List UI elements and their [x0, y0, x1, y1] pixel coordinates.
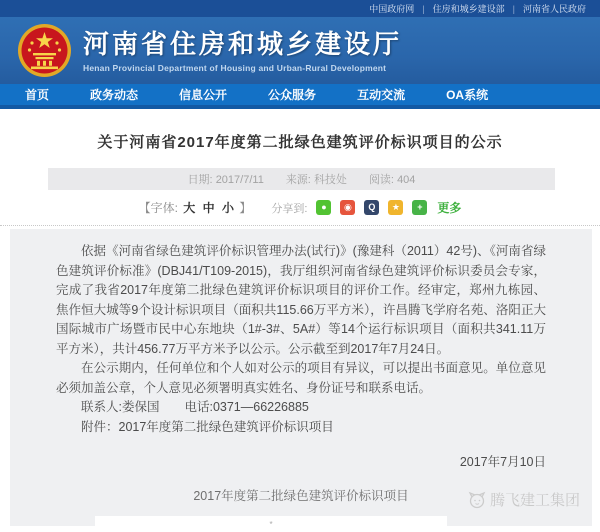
site-title: 河南省住房和城乡建设厅 [83, 28, 403, 59]
nav-item-oa-system[interactable]: OA系统 [446, 88, 489, 102]
link-henan-gov[interactable]: 河南省人民政府 [522, 4, 586, 14]
watermark [466, 489, 580, 510]
nav-item-info-disclosure[interactable]: 信息公开 [179, 88, 228, 102]
weibo-share-icon[interactable]: ◉ [340, 200, 355, 215]
attachment-preview-mark: * [269, 520, 273, 529]
dotted-separator [0, 225, 600, 226]
cat-logo-icon [466, 491, 486, 509]
article-toolbar [0, 199, 600, 216]
article-title: 关于河南省2017年度第二批绿色建筑评价标识项目的公示 [97, 134, 503, 151]
font-size-suffix: 】 [239, 201, 252, 215]
more-plus-share-icon[interactable]: + [412, 200, 427, 215]
link-separator: | [512, 3, 515, 14]
contact-line: 联系人:娄保国 电话:0371—66226885 [81, 400, 309, 414]
sign-date: 2017年7月10日 [459, 455, 546, 469]
link-separator: | [422, 3, 425, 14]
article-body [10, 229, 592, 529]
site-header [0, 17, 600, 84]
top-link-bar [0, 0, 600, 17]
nav-item-home[interactable]: 首页 [25, 88, 50, 102]
main-nav [0, 84, 600, 109]
nav-item-public-service[interactable]: 公众服务 [268, 88, 317, 102]
link-china-gov[interactable]: 中国政府网 [369, 4, 415, 14]
meta-views: 阅读: 404 [368, 174, 416, 186]
qzone-share-icon[interactable]: ★ [388, 200, 403, 215]
nav-item-gov-news[interactable]: 政务动态 [90, 88, 139, 102]
font-size-medium-button[interactable]: 中 [202, 201, 215, 215]
article-paragraph-2: 在公示期内，任何单位和个人如对公示的项目有异议，可以提出书面意见。单位意见必须加盖公章，个人意见必须署明真实姓名、身份证号和联系电话。 [56, 361, 546, 395]
meta-date: 日期: 2017/7/11 [187, 174, 264, 186]
meta-source: 来源: 科技处 [285, 174, 347, 186]
qq-share-icon[interactable]: Q [364, 200, 379, 215]
attachment-line: 附件：2017年度第二批绿色建筑评价标识项目 [81, 419, 334, 434]
font-size-controls [139, 199, 252, 216]
font-size-prefix: 【字体: [138, 201, 178, 215]
wechat-share-icon[interactable]: ● [316, 200, 331, 215]
font-size-large-button[interactable]: 大 [183, 201, 196, 215]
article-meta-bar [48, 168, 555, 190]
article-paragraph-1: 依据《河南省绿色建筑评价标识管理办法(试行)》(豫建科（2011）42号)、《河南省绿色建筑评价标准》(DBJ41/T109-2015)，我厅组织河南省绿色建筑评价标识委员会专家，完成了我省2017年度第二批绿色建筑评价标识项目的评价工作。经审定，郑州九栋园、焦作恒大城等9个设计标识项目（面积共115.66万平方米），许昌腾飞学府名苑、洛阳正大国际城市广场暨市民中心东地块（1#-3#、5A#）等14个运行标识项目（面积共341.11万平方米），共计456.77万平方米予以公示。公示截至到2017年7月24日。 [56, 244, 546, 356]
share-label: 分享到: [271, 202, 308, 215]
site-subtitle-en: Henan Provincial Department of Housing and Urban-Rural Development [83, 62, 387, 73]
font-size-small-button[interactable]: 小 [221, 201, 234, 215]
national-emblem-icon [17, 23, 72, 78]
site-titles [83, 29, 402, 73]
nav-item-interaction[interactable]: 互动交流 [357, 88, 406, 102]
link-mohurd[interactable]: 住房和城乡建设部 [432, 4, 505, 14]
watermark-text: 腾飞建工集团 [489, 492, 580, 509]
share-more-button[interactable]: 更多 [437, 201, 462, 215]
attachment-preview [95, 516, 447, 529]
attachment-title: 2017年度第二批绿色建筑评价标识项目 [193, 489, 409, 503]
